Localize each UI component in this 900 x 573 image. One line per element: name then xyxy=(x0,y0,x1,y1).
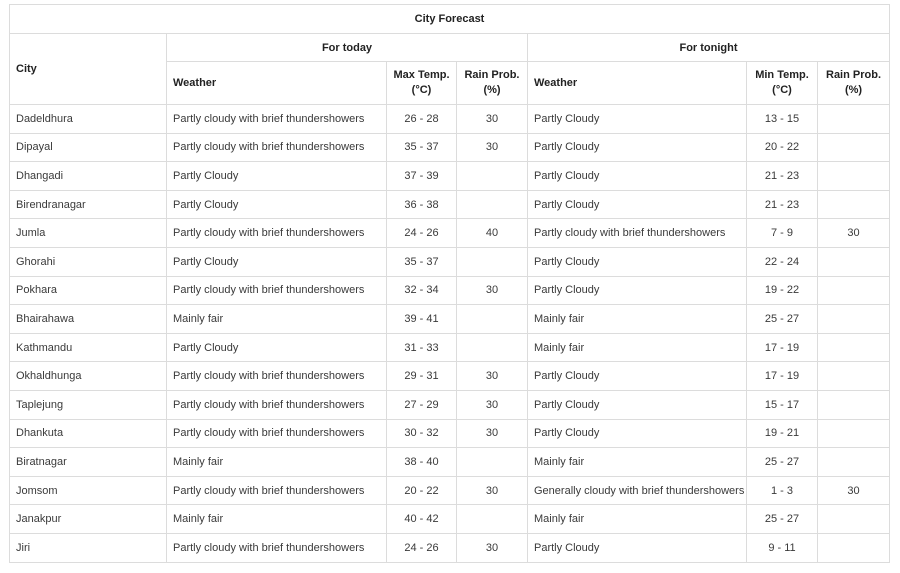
table-row xyxy=(10,505,890,534)
min-temp-cell: 13 - 15 xyxy=(747,105,818,134)
for-today-header: For today xyxy=(167,34,528,62)
city-cell: Dadeldhura xyxy=(10,105,167,134)
today-weather-cell: Partly cloudy with brief thundershowers xyxy=(167,533,387,562)
tonight-weather-cell: Partly Cloudy xyxy=(528,133,747,162)
tonight-rain-cell xyxy=(818,533,890,562)
today-weather-header: Weather xyxy=(167,62,387,105)
today-rain-cell: 30 xyxy=(457,419,528,448)
max-temp-cell: 35 - 37 xyxy=(387,133,457,162)
today-rain-cell: 30 xyxy=(457,362,528,391)
table-row xyxy=(10,276,890,305)
table-row xyxy=(10,219,890,248)
today-weather-cell: Partly cloudy with brief thundershowers xyxy=(167,390,387,419)
max-temp-cell: 24 - 26 xyxy=(387,219,457,248)
today-weather-cell: Partly Cloudy xyxy=(167,333,387,362)
tonight-rain-cell xyxy=(818,276,890,305)
city-cell: Biratnagar xyxy=(10,448,167,477)
tonight-rain-cell xyxy=(818,105,890,134)
city-cell: Dipayal xyxy=(10,133,167,162)
min-temp-cell: 9 - 11 xyxy=(747,533,818,562)
tonight-rain-cell: 30 xyxy=(818,476,890,505)
today-weather-cell: Partly cloudy with brief thundershowers xyxy=(167,219,387,248)
table-body xyxy=(10,105,890,563)
max-temp-header xyxy=(387,62,457,105)
tonight-weather-header: Weather xyxy=(528,62,747,105)
today-rain-cell: 40 xyxy=(457,219,528,248)
tonight-rain-cell xyxy=(818,362,890,391)
city-cell: Pokhara xyxy=(10,276,167,305)
today-weather-cell: Partly Cloudy xyxy=(167,162,387,191)
today-rain-cell: 30 xyxy=(457,390,528,419)
table-row xyxy=(10,190,890,219)
min-temp-cell: 19 - 22 xyxy=(747,276,818,305)
today-rain-header xyxy=(457,62,528,105)
table-row xyxy=(10,476,890,505)
today-rain-cell xyxy=(457,162,528,191)
city-cell: Birendranagar xyxy=(10,190,167,219)
tonight-weather-cell: Mainly fair xyxy=(528,333,747,362)
min-temp-header-line2: (°C) xyxy=(772,84,792,96)
city-cell: Ghorahi xyxy=(10,247,167,276)
today-rain-cell xyxy=(457,505,528,534)
table-row xyxy=(10,247,890,276)
today-rain-cell xyxy=(457,247,528,276)
city-cell: Jumla xyxy=(10,219,167,248)
city-cell: Jiri xyxy=(10,533,167,562)
today-weather-cell: Partly cloudy with brief thundershowers xyxy=(167,133,387,162)
min-temp-cell: 21 - 23 xyxy=(747,190,818,219)
tonight-weather-cell: Partly cloudy with brief thundershowers xyxy=(528,219,747,248)
today-rain-cell: 30 xyxy=(457,133,528,162)
table-row xyxy=(10,105,890,134)
max-temp-cell: 39 - 41 xyxy=(387,305,457,334)
tonight-weather-cell: Partly Cloudy xyxy=(528,533,747,562)
table-row xyxy=(10,390,890,419)
today-rain-cell xyxy=(457,305,528,334)
min-temp-cell: 7 - 9 xyxy=(747,219,818,248)
min-temp-header xyxy=(747,62,818,105)
today-weather-cell: Partly Cloudy xyxy=(167,247,387,276)
max-temp-cell: 32 - 34 xyxy=(387,276,457,305)
min-temp-cell: 17 - 19 xyxy=(747,362,818,391)
table-row xyxy=(10,533,890,562)
tonight-weather-cell: Partly Cloudy xyxy=(528,362,747,391)
tonight-weather-cell: Partly Cloudy xyxy=(528,247,747,276)
city-cell: Okhaldhunga xyxy=(10,362,167,391)
min-temp-cell: 25 - 27 xyxy=(747,505,818,534)
today-rain-cell: 30 xyxy=(457,276,528,305)
today-weather-cell: Partly cloudy with brief thundershowers xyxy=(167,362,387,391)
table-title: City Forecast xyxy=(10,5,890,34)
tonight-rain-cell xyxy=(818,390,890,419)
tonight-weather-cell: Partly Cloudy xyxy=(528,276,747,305)
tonight-weather-cell: Partly Cloudy xyxy=(528,190,747,219)
today-weather-cell: Mainly fair xyxy=(167,305,387,334)
today-weather-cell: Mainly fair xyxy=(167,505,387,534)
min-temp-cell: 20 - 22 xyxy=(747,133,818,162)
city-cell: Kathmandu xyxy=(10,333,167,362)
tonight-rain-cell xyxy=(818,419,890,448)
min-temp-cell: 25 - 27 xyxy=(747,448,818,477)
tonight-weather-cell: Partly Cloudy xyxy=(528,105,747,134)
max-temp-cell: 36 - 38 xyxy=(387,190,457,219)
tonight-rain-cell xyxy=(818,133,890,162)
city-cell: Bhairahawa xyxy=(10,305,167,334)
tonight-weather-cell: Partly Cloudy xyxy=(528,419,747,448)
max-temp-cell: 38 - 40 xyxy=(387,448,457,477)
min-temp-cell: 22 - 24 xyxy=(747,247,818,276)
city-cell: Jomsom xyxy=(10,476,167,505)
min-temp-header-line1: Min Temp. xyxy=(755,69,809,81)
table-row xyxy=(10,133,890,162)
min-temp-cell: 19 - 21 xyxy=(747,419,818,448)
today-weather-cell: Partly Cloudy xyxy=(167,190,387,219)
max-temp-cell: 31 - 33 xyxy=(387,333,457,362)
tonight-rain-cell: 30 xyxy=(818,219,890,248)
today-rain-cell: 30 xyxy=(457,533,528,562)
table-row xyxy=(10,362,890,391)
max-temp-cell: 40 - 42 xyxy=(387,505,457,534)
table-row xyxy=(10,333,890,362)
tonight-rain-cell xyxy=(818,190,890,219)
for-tonight-header: For tonight xyxy=(528,34,890,62)
max-temp-cell: 37 - 39 xyxy=(387,162,457,191)
city-cell: Dhankuta xyxy=(10,419,167,448)
max-temp-cell: 35 - 37 xyxy=(387,247,457,276)
max-temp-cell: 24 - 26 xyxy=(387,533,457,562)
today-weather-cell: Partly cloudy with brief thundershowers xyxy=(167,276,387,305)
city-cell: Dhangadi xyxy=(10,162,167,191)
today-weather-cell: Mainly fair xyxy=(167,448,387,477)
max-temp-cell: 29 - 31 xyxy=(387,362,457,391)
min-temp-cell: 21 - 23 xyxy=(747,162,818,191)
tonight-rain-cell xyxy=(818,305,890,334)
tonight-rain-cell xyxy=(818,247,890,276)
tonight-weather-cell: Mainly fair xyxy=(528,448,747,477)
today-weather-cell: Partly cloudy with brief thundershowers xyxy=(167,476,387,505)
today-rain-cell: 30 xyxy=(457,105,528,134)
city-forecast-table xyxy=(9,4,890,563)
tonight-rain-cell xyxy=(818,162,890,191)
city-cell: Janakpur xyxy=(10,505,167,534)
today-rain-cell xyxy=(457,190,528,219)
tonight-rain-header-line1: Rain Prob. xyxy=(826,69,882,81)
min-temp-cell: 17 - 19 xyxy=(747,333,818,362)
table-header xyxy=(10,5,890,105)
today-weather-cell: Partly cloudy with brief thundershowers xyxy=(167,105,387,134)
tonight-rain-cell xyxy=(818,333,890,362)
today-rain-cell: 30 xyxy=(457,476,528,505)
max-temp-header-line2: (°C) xyxy=(411,84,432,96)
tonight-weather-cell: Partly Cloudy xyxy=(528,162,747,191)
tonight-weather-cell: Mainly fair xyxy=(528,505,747,534)
today-rain-header-line1: Rain Prob. xyxy=(464,69,520,81)
min-temp-cell: 15 - 17 xyxy=(747,390,818,419)
min-temp-cell: 1 - 3 xyxy=(747,476,818,505)
today-rain-header-line2: (%) xyxy=(483,84,501,96)
max-temp-cell: 27 - 29 xyxy=(387,390,457,419)
city-column-header: City xyxy=(10,34,167,105)
table-row xyxy=(10,448,890,477)
max-temp-header-line1: Max Temp. xyxy=(393,69,450,81)
forecast-container xyxy=(9,4,889,563)
tonight-rain-header xyxy=(818,62,890,105)
tonight-rain-cell xyxy=(818,505,890,534)
max-temp-cell: 20 - 22 xyxy=(387,476,457,505)
city-cell: Taplejung xyxy=(10,390,167,419)
today-weather-cell: Partly cloudy with brief thundershowers xyxy=(167,419,387,448)
tonight-weather-cell: Partly Cloudy xyxy=(528,390,747,419)
max-temp-cell: 30 - 32 xyxy=(387,419,457,448)
today-rain-cell xyxy=(457,448,528,477)
today-rain-cell xyxy=(457,333,528,362)
tonight-rain-cell xyxy=(818,448,890,477)
tonight-weather-cell: Mainly fair xyxy=(528,305,747,334)
tonight-weather-cell: Generally cloudy with brief thundershowers xyxy=(528,476,747,505)
min-temp-cell: 25 - 27 xyxy=(747,305,818,334)
table-row xyxy=(10,305,890,334)
max-temp-cell: 26 - 28 xyxy=(387,105,457,134)
table-row xyxy=(10,419,890,448)
tonight-rain-header-line2: (%) xyxy=(844,84,863,96)
table-row xyxy=(10,162,890,191)
